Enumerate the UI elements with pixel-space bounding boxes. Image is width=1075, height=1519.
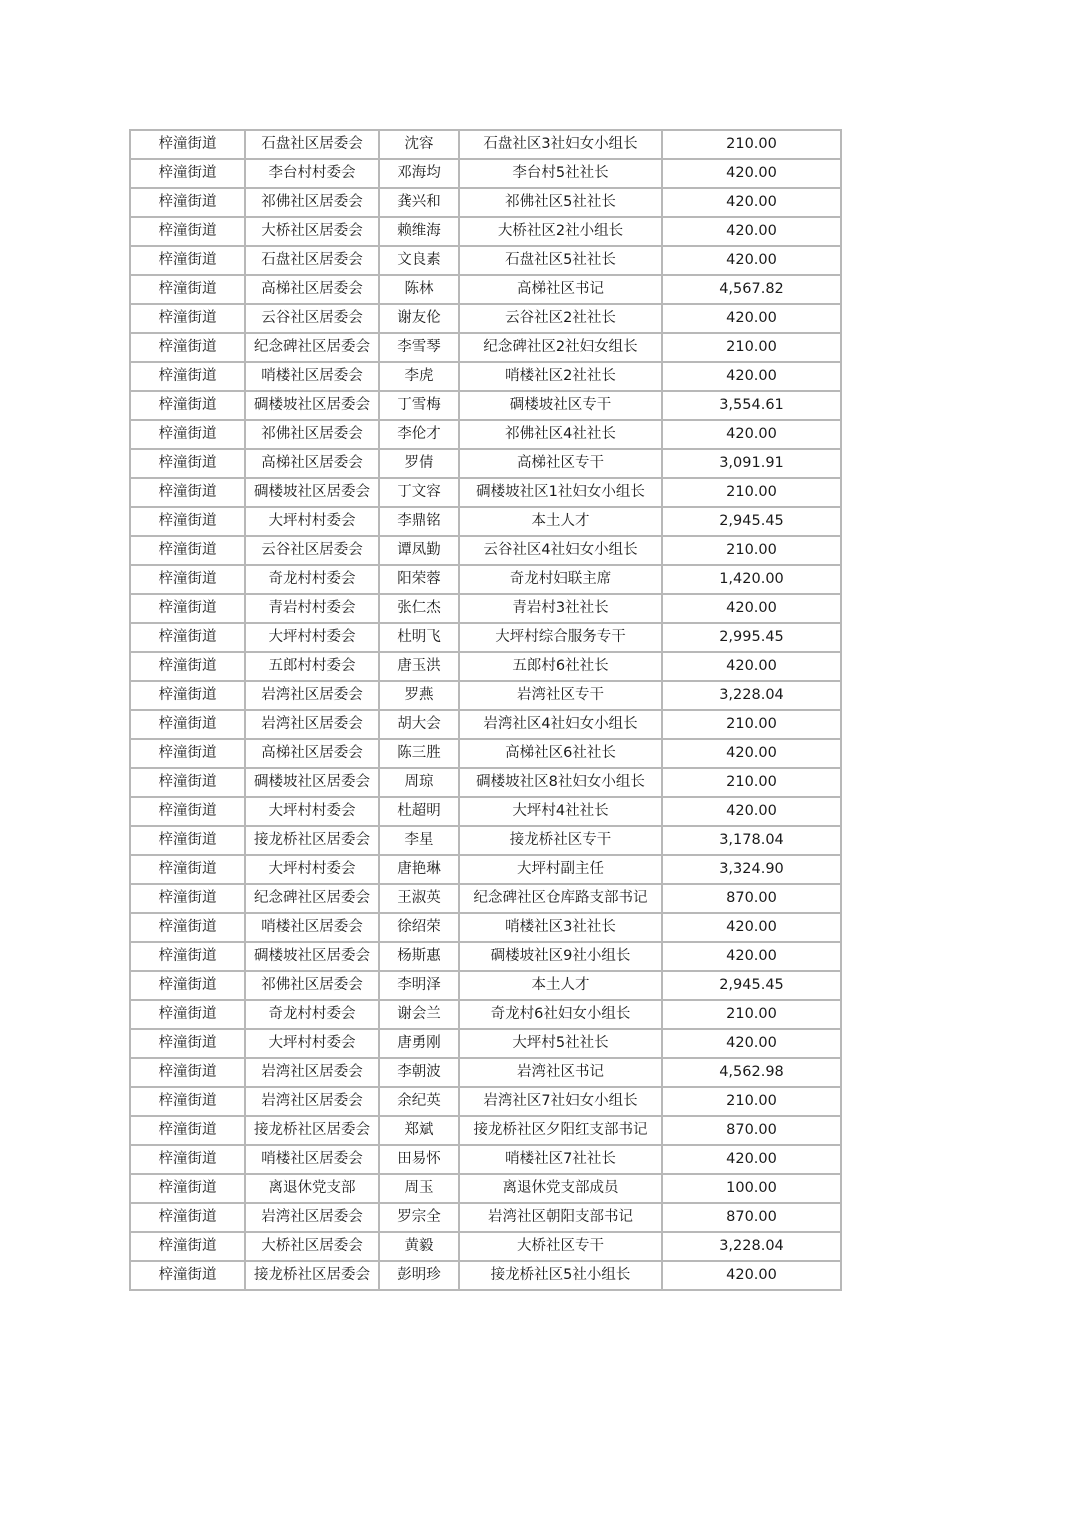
- table-row: [130, 1232, 841, 1261]
- committee-cell: 石盘社区居委会: [245, 246, 379, 275]
- amount-cell: 420.00: [662, 1261, 841, 1290]
- street-cell: 梓潼街道: [130, 217, 245, 246]
- street-cell: 梓潼街道: [130, 623, 245, 652]
- table-row: [130, 304, 841, 333]
- street-cell: 梓潼街道: [130, 130, 245, 159]
- street-cell: 梓潼街道: [130, 1116, 245, 1145]
- amount-cell: 1,420.00: [662, 565, 841, 594]
- name-cell: 谢会兰: [379, 1000, 459, 1029]
- committee-cell: 哨楼社区居委会: [245, 362, 379, 391]
- position-cell: 高梯社区6社社长: [459, 739, 662, 768]
- table-row: [130, 449, 841, 478]
- amount-cell: 2,995.45: [662, 623, 841, 652]
- street-cell: 梓潼街道: [130, 1145, 245, 1174]
- street-cell: 梓潼街道: [130, 884, 245, 913]
- street-cell: 梓潼街道: [130, 333, 245, 362]
- amount-cell: 2,945.45: [662, 971, 841, 1000]
- table-row: [130, 884, 841, 913]
- amount-cell: 3,091.91: [662, 449, 841, 478]
- table-row: [130, 1174, 841, 1203]
- allowance-table: [129, 129, 842, 1291]
- table-row: [130, 130, 841, 159]
- name-cell: 唐艳琳: [379, 855, 459, 884]
- position-cell: 祁佛社区4社社长: [459, 420, 662, 449]
- amount-cell: 3,554.61: [662, 391, 841, 420]
- committee-cell: 石盘社区居委会: [245, 130, 379, 159]
- name-cell: 彭明珍: [379, 1261, 459, 1290]
- street-cell: 梓潼街道: [130, 826, 245, 855]
- street-cell: 梓潼街道: [130, 362, 245, 391]
- name-cell: 张仁杰: [379, 594, 459, 623]
- position-cell: 岩湾社区4社妇女小组长: [459, 710, 662, 739]
- name-cell: 李星: [379, 826, 459, 855]
- position-cell: 大坪村副主任: [459, 855, 662, 884]
- street-cell: 梓潼街道: [130, 391, 245, 420]
- name-cell: 胡大会: [379, 710, 459, 739]
- table-row: [130, 1145, 841, 1174]
- amount-cell: 420.00: [662, 652, 841, 681]
- table-row: [130, 710, 841, 739]
- name-cell: 杨斯惠: [379, 942, 459, 971]
- name-cell: 丁文容: [379, 478, 459, 507]
- table-row: [130, 826, 841, 855]
- position-cell: 本土人才: [459, 507, 662, 536]
- committee-cell: 高梯社区居委会: [245, 449, 379, 478]
- amount-cell: 4,567.82: [662, 275, 841, 304]
- committee-cell: 纪念碑社区居委会: [245, 333, 379, 362]
- name-cell: 文良素: [379, 246, 459, 275]
- amount-cell: 420.00: [662, 217, 841, 246]
- position-cell: 哨楼社区2社社长: [459, 362, 662, 391]
- committee-cell: 祁佛社区居委会: [245, 188, 379, 217]
- table-row: [130, 1058, 841, 1087]
- table-row: [130, 942, 841, 971]
- position-cell: 离退休党支部成员: [459, 1174, 662, 1203]
- committee-cell: 碉楼坡社区居委会: [245, 391, 379, 420]
- street-cell: 梓潼街道: [130, 1000, 245, 1029]
- committee-cell: 奇龙村村委会: [245, 565, 379, 594]
- amount-cell: 420.00: [662, 1145, 841, 1174]
- street-cell: 梓潼街道: [130, 710, 245, 739]
- committee-cell: 大坪村村委会: [245, 507, 379, 536]
- committee-cell: 接龙桥社区居委会: [245, 1261, 379, 1290]
- position-cell: 岩湾社区专干: [459, 681, 662, 710]
- amount-cell: 210.00: [662, 478, 841, 507]
- name-cell: 李伦才: [379, 420, 459, 449]
- committee-cell: 青岩村村委会: [245, 594, 379, 623]
- amount-cell: 210.00: [662, 333, 841, 362]
- table-body: [130, 130, 841, 1290]
- street-cell: 梓潼街道: [130, 478, 245, 507]
- name-cell: 余纪英: [379, 1087, 459, 1116]
- street-cell: 梓潼街道: [130, 1087, 245, 1116]
- amount-cell: 420.00: [662, 739, 841, 768]
- position-cell: 哨楼社区3社社长: [459, 913, 662, 942]
- position-cell: 岩湾社区书记: [459, 1058, 662, 1087]
- table-row: [130, 1029, 841, 1058]
- position-cell: 五郎村6社社长: [459, 652, 662, 681]
- street-cell: 梓潼街道: [130, 797, 245, 826]
- street-cell: 梓潼街道: [130, 1232, 245, 1261]
- table-row: [130, 478, 841, 507]
- name-cell: 杜明飞: [379, 623, 459, 652]
- street-cell: 梓潼街道: [130, 536, 245, 565]
- name-cell: 唐勇刚: [379, 1029, 459, 1058]
- amount-cell: 420.00: [662, 420, 841, 449]
- committee-cell: 奇龙村村委会: [245, 1000, 379, 1029]
- committee-cell: 大桥社区居委会: [245, 1232, 379, 1261]
- amount-cell: 3,228.04: [662, 1232, 841, 1261]
- table-row: [130, 768, 841, 797]
- street-cell: 梓潼街道: [130, 652, 245, 681]
- amount-cell: 870.00: [662, 884, 841, 913]
- position-cell: 奇龙村妇联主席: [459, 565, 662, 594]
- amount-cell: 210.00: [662, 768, 841, 797]
- table-row: [130, 797, 841, 826]
- committee-cell: 大桥社区居委会: [245, 217, 379, 246]
- amount-cell: 100.00: [662, 1174, 841, 1203]
- committee-cell: 岩湾社区居委会: [245, 1058, 379, 1087]
- position-cell: 哨楼社区7社社长: [459, 1145, 662, 1174]
- amount-cell: 420.00: [662, 159, 841, 188]
- street-cell: 梓潼街道: [130, 188, 245, 217]
- amount-cell: 210.00: [662, 536, 841, 565]
- amount-cell: 870.00: [662, 1116, 841, 1145]
- name-cell: 赖维海: [379, 217, 459, 246]
- position-cell: 大坪村综合服务专干: [459, 623, 662, 652]
- table-row: [130, 739, 841, 768]
- table-row: [130, 971, 841, 1000]
- table-row: [130, 623, 841, 652]
- amount-cell: 420.00: [662, 304, 841, 333]
- position-cell: 大坪村5社社长: [459, 1029, 662, 1058]
- committee-cell: 离退休党支部: [245, 1174, 379, 1203]
- street-cell: 梓潼街道: [130, 739, 245, 768]
- committee-cell: 大坪村村委会: [245, 623, 379, 652]
- position-cell: 接龙桥社区5社小组长: [459, 1261, 662, 1290]
- table-row: [130, 594, 841, 623]
- name-cell: 罗宗全: [379, 1203, 459, 1232]
- amount-cell: 420.00: [662, 797, 841, 826]
- street-cell: 梓潼街道: [130, 159, 245, 188]
- table-row: [130, 913, 841, 942]
- position-cell: 奇龙村6社妇女小组长: [459, 1000, 662, 1029]
- amount-cell: 420.00: [662, 913, 841, 942]
- committee-cell: 接龙桥社区居委会: [245, 1116, 379, 1145]
- committee-cell: 哨楼社区居委会: [245, 1145, 379, 1174]
- amount-cell: 2,945.45: [662, 507, 841, 536]
- committee-cell: 岩湾社区居委会: [245, 710, 379, 739]
- street-cell: 梓潼街道: [130, 913, 245, 942]
- position-cell: 高梯社区专干: [459, 449, 662, 478]
- table-row: [130, 217, 841, 246]
- street-cell: 梓潼街道: [130, 304, 245, 333]
- street-cell: 梓潼街道: [130, 594, 245, 623]
- name-cell: 李明泽: [379, 971, 459, 1000]
- amount-cell: 870.00: [662, 1203, 841, 1232]
- name-cell: 李雪琴: [379, 333, 459, 362]
- position-cell: 碉楼坡社区9社小组长: [459, 942, 662, 971]
- name-cell: 邓海均: [379, 159, 459, 188]
- street-cell: 梓潼街道: [130, 768, 245, 797]
- table-row: [130, 855, 841, 884]
- position-cell: 大坪村4社社长: [459, 797, 662, 826]
- amount-cell: 420.00: [662, 942, 841, 971]
- street-cell: 梓潼街道: [130, 942, 245, 971]
- street-cell: 梓潼街道: [130, 681, 245, 710]
- position-cell: 接龙桥社区专干: [459, 826, 662, 855]
- name-cell: 周琼: [379, 768, 459, 797]
- name-cell: 丁雪梅: [379, 391, 459, 420]
- name-cell: 阳荣蓉: [379, 565, 459, 594]
- street-cell: 梓潼街道: [130, 565, 245, 594]
- position-cell: 纪念碑社区2社妇女组长: [459, 333, 662, 362]
- street-cell: 梓潼街道: [130, 246, 245, 275]
- committee-cell: 李台村村委会: [245, 159, 379, 188]
- position-cell: 接龙桥社区夕阳红支部书记: [459, 1116, 662, 1145]
- position-cell: 碉楼坡社区8社妇女小组长: [459, 768, 662, 797]
- position-cell: 高梯社区书记: [459, 275, 662, 304]
- street-cell: 梓潼街道: [130, 275, 245, 304]
- committee-cell: 五郎村村委会: [245, 652, 379, 681]
- table-row: [130, 420, 841, 449]
- position-cell: 岩湾社区7社妇女小组长: [459, 1087, 662, 1116]
- committee-cell: 大坪村村委会: [245, 1029, 379, 1058]
- amount-cell: 210.00: [662, 130, 841, 159]
- name-cell: 周玉: [379, 1174, 459, 1203]
- amount-cell: 420.00: [662, 362, 841, 391]
- position-cell: 李台村5社社长: [459, 159, 662, 188]
- street-cell: 梓潼街道: [130, 1058, 245, 1087]
- position-cell: 大桥社区专干: [459, 1232, 662, 1261]
- table-row: [130, 362, 841, 391]
- position-cell: 岩湾社区朝阳支部书记: [459, 1203, 662, 1232]
- name-cell: 郑斌: [379, 1116, 459, 1145]
- committee-cell: 云谷社区居委会: [245, 304, 379, 333]
- amount-cell: 4,562.98: [662, 1058, 841, 1087]
- amount-cell: 420.00: [662, 246, 841, 275]
- name-cell: 李鼎铭: [379, 507, 459, 536]
- name-cell: 龚兴和: [379, 188, 459, 217]
- committee-cell: 高梯社区居委会: [245, 275, 379, 304]
- committee-cell: 高梯社区居委会: [245, 739, 379, 768]
- name-cell: 黄毅: [379, 1232, 459, 1261]
- table-row: [130, 1000, 841, 1029]
- name-cell: 杜超明: [379, 797, 459, 826]
- name-cell: 李虎: [379, 362, 459, 391]
- position-cell: 纪念碑社区仓库路支部书记: [459, 884, 662, 913]
- street-cell: 梓潼街道: [130, 420, 245, 449]
- table-row: [130, 1087, 841, 1116]
- table-row: [130, 246, 841, 275]
- committee-cell: 大坪村村委会: [245, 855, 379, 884]
- committee-cell: 哨楼社区居委会: [245, 913, 379, 942]
- committee-cell: 碉楼坡社区居委会: [245, 478, 379, 507]
- name-cell: 谢友伦: [379, 304, 459, 333]
- name-cell: 李朝波: [379, 1058, 459, 1087]
- position-cell: 碉楼坡社区1社妇女小组长: [459, 478, 662, 507]
- position-cell: 云谷社区2社社长: [459, 304, 662, 333]
- table-row: [130, 275, 841, 304]
- committee-cell: 接龙桥社区居委会: [245, 826, 379, 855]
- committee-cell: 岩湾社区居委会: [245, 1087, 379, 1116]
- table-row: [130, 159, 841, 188]
- committee-cell: 岩湾社区居委会: [245, 681, 379, 710]
- table-row: [130, 1203, 841, 1232]
- street-cell: 梓潼街道: [130, 855, 245, 884]
- position-cell: 大桥社区2社小组长: [459, 217, 662, 246]
- name-cell: 罗燕: [379, 681, 459, 710]
- committee-cell: 碉楼坡社区居委会: [245, 942, 379, 971]
- committee-cell: 碉楼坡社区居委会: [245, 768, 379, 797]
- position-cell: 祁佛社区5社社长: [459, 188, 662, 217]
- street-cell: 梓潼街道: [130, 449, 245, 478]
- name-cell: 谭凤勤: [379, 536, 459, 565]
- amount-cell: 420.00: [662, 188, 841, 217]
- table-row: [130, 681, 841, 710]
- table-row: [130, 1116, 841, 1145]
- committee-cell: 岩湾社区居委会: [245, 1203, 379, 1232]
- table-row: [130, 507, 841, 536]
- name-cell: 唐玉洪: [379, 652, 459, 681]
- amount-cell: 210.00: [662, 1000, 841, 1029]
- amount-cell: 420.00: [662, 594, 841, 623]
- name-cell: 罗倩: [379, 449, 459, 478]
- position-cell: 石盘社区5社社长: [459, 246, 662, 275]
- street-cell: 梓潼街道: [130, 971, 245, 1000]
- committee-cell: 祁佛社区居委会: [245, 420, 379, 449]
- table-row: [130, 333, 841, 362]
- committee-cell: 大坪村村委会: [245, 797, 379, 826]
- amount-cell: 210.00: [662, 1087, 841, 1116]
- street-cell: 梓潼街道: [130, 1029, 245, 1058]
- position-cell: 云谷社区4社妇女小组长: [459, 536, 662, 565]
- table-row: [130, 652, 841, 681]
- position-cell: 青岩村3社社长: [459, 594, 662, 623]
- amount-cell: 210.00: [662, 710, 841, 739]
- position-cell: 本土人才: [459, 971, 662, 1000]
- street-cell: 梓潼街道: [130, 1203, 245, 1232]
- name-cell: 田易怀: [379, 1145, 459, 1174]
- committee-cell: 纪念碑社区居委会: [245, 884, 379, 913]
- amount-cell: 3,178.04: [662, 826, 841, 855]
- name-cell: 陈三胜: [379, 739, 459, 768]
- name-cell: 徐绍荣: [379, 913, 459, 942]
- name-cell: 沈容: [379, 130, 459, 159]
- name-cell: 王淑英: [379, 884, 459, 913]
- table-row: [130, 1261, 841, 1290]
- table-row: [130, 565, 841, 594]
- amount-cell: 420.00: [662, 1029, 841, 1058]
- street-cell: 梓潼街道: [130, 1174, 245, 1203]
- committee-cell: 祁佛社区居委会: [245, 971, 379, 1000]
- name-cell: 陈林: [379, 275, 459, 304]
- table-row: [130, 391, 841, 420]
- amount-cell: 3,324.90: [662, 855, 841, 884]
- position-cell: 石盘社区3社妇女小组长: [459, 130, 662, 159]
- position-cell: 碉楼坡社区专干: [459, 391, 662, 420]
- table-row: [130, 188, 841, 217]
- street-cell: 梓潼街道: [130, 507, 245, 536]
- committee-cell: 云谷社区居委会: [245, 536, 379, 565]
- table-row: [130, 536, 841, 565]
- street-cell: 梓潼街道: [130, 1261, 245, 1290]
- amount-cell: 3,228.04: [662, 681, 841, 710]
